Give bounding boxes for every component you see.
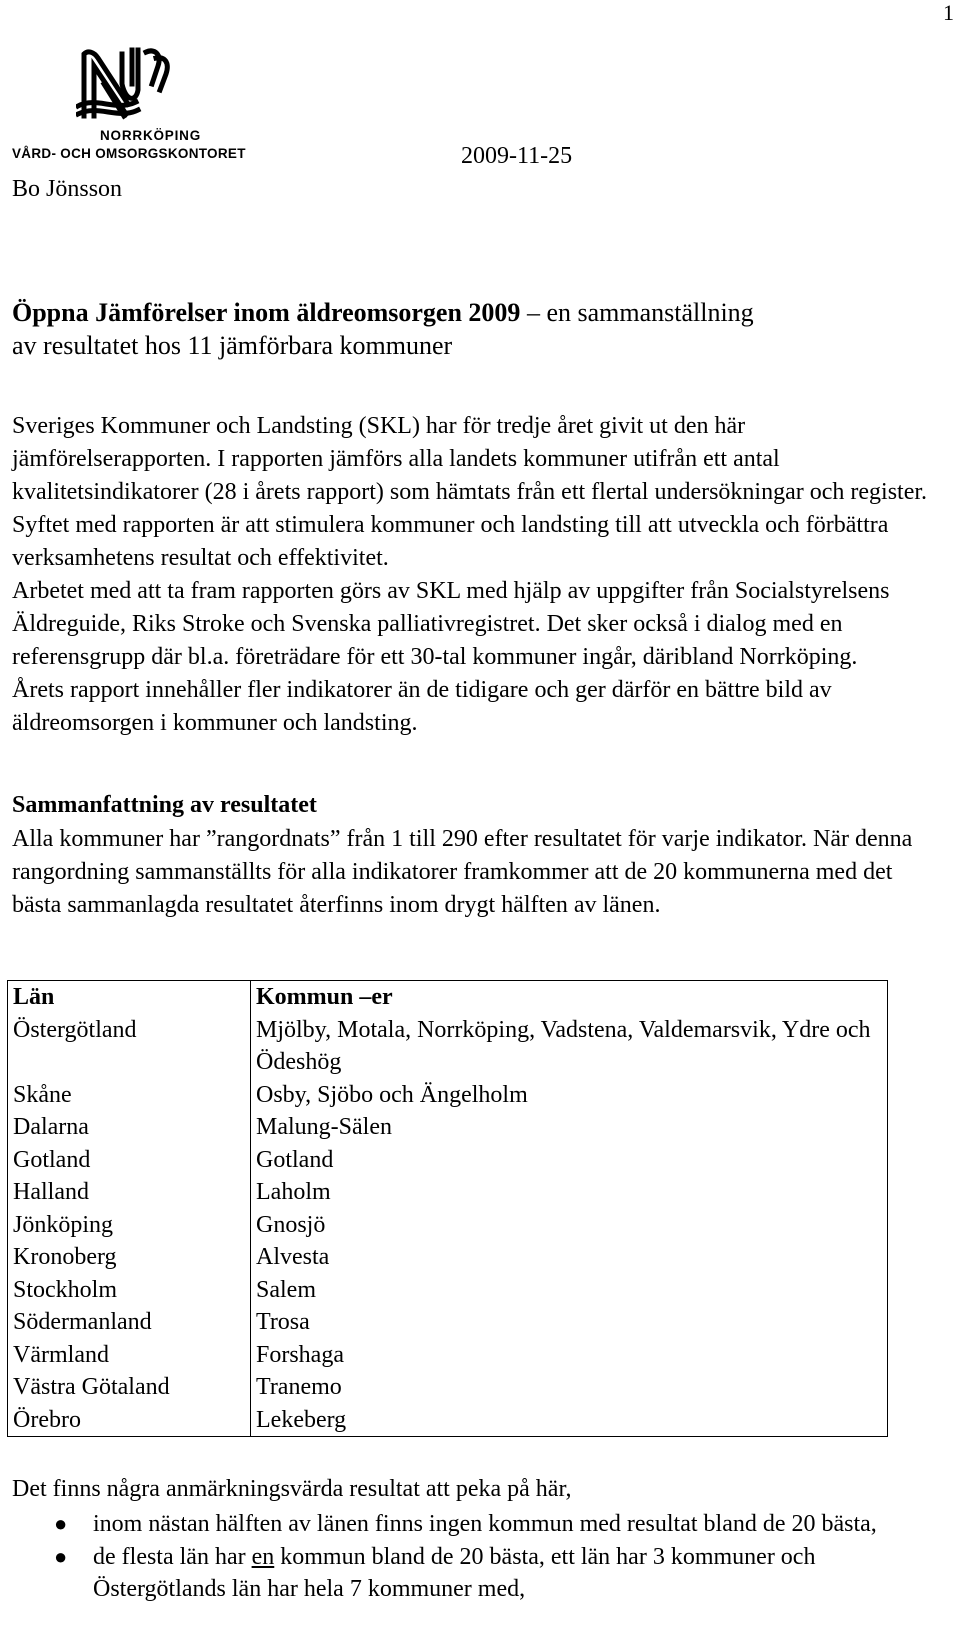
list-item — [0, 1541, 940, 1606]
document-title — [12, 296, 932, 362]
document-date: 2009-11-25 — [461, 143, 573, 169]
table-header-kommun: Kommun –er — [251, 981, 888, 1014]
table-cell-lan: Stockholm — [8, 1274, 251, 1307]
table-cell-lan: Västra Götaland — [8, 1371, 251, 1404]
title-bold-part: Öppna Jämförelser inom äldreomsorgen 2009 — [12, 298, 521, 327]
summary-paragraph: Alla kommuner har ”rangordnats” från 1 till 290 efter resultatet för varje indikator. När denna rangordning sammanställts för alla indikatorer framkommer att de 20 kommunerna med det bästa sammanlagda resultatet återfinns inom drygt hälften av länen. — [12, 826, 913, 918]
title-line2: av resultatet hos 11 jämförbara kommuner — [12, 331, 453, 360]
paragraph-2: Arbetet med att ta fram rapporten görs av SKL med hjälp av uppgifter från Socialstyrelsens Äldreguide, Riks Stroke och Svenska palliativregistret. Det sker också i dialog med en referensgrupp där bl.a. företrädare för ett 30-tal kommuner ingår, däribland Norrköping. — [12, 578, 890, 670]
table-cell-kommun: Osby, Sjöbo och Ängelholm — [251, 1079, 888, 1112]
table-cell-kommun: Alvesta — [251, 1241, 888, 1274]
table-cell-kommun: Laholm — [251, 1176, 888, 1209]
regions-table — [7, 980, 888, 1437]
norrkoping-n-emblem-icon — [76, 44, 186, 124]
table-row — [8, 1339, 888, 1372]
table-row — [8, 1306, 888, 1339]
table-cell-kommun: Malung-Sälen — [251, 1111, 888, 1144]
remarks-list — [0, 1508, 940, 1606]
table-row — [8, 1144, 888, 1177]
table-cell-lan: Skåne — [8, 1079, 251, 1112]
table-row — [8, 1241, 888, 1274]
document-author: Bo Jönsson — [12, 176, 123, 202]
intro-paragraph: Sveriges Kommuner och Landsting (SKL) har för tredje året givit ut den här jämförelserapporten. I rapporten jämförs alla landets kommuner utifrån ett antal kvalitetsindikatorer (28 i årets rapport) som hämtats från ett flertal undersökningar och register. Syftet med rapporten är att stimulera kommuner och landsting till att utveckla och förbättra verksamhetens resultat och effektivitet. — [12, 413, 928, 571]
table-cell-kommun: Forshaga — [251, 1339, 888, 1372]
intro-section — [12, 410, 942, 740]
bullet-icon: ● — [54, 1511, 68, 1536]
table-row — [8, 1014, 888, 1079]
list-item — [0, 1508, 940, 1541]
table-cell-lan: Jönköping — [8, 1209, 251, 1242]
table-row — [8, 1404, 888, 1437]
table-cell-lan: Östergötland — [8, 1014, 251, 1079]
table-cell-kommun: Salem — [251, 1274, 888, 1307]
remark-text-after: kommun bland de 20 bästa, ett län har 3 kommuner och Östergötlands län har hela 7 kommuner med, — [93, 1543, 816, 1602]
table-cell-kommun: Gotland — [251, 1144, 888, 1177]
remark-text-before: de flesta län har — [93, 1543, 252, 1570]
table-cell-kommun: Tranemo — [251, 1371, 888, 1404]
logo-department-name: VÅRD- OCH OMSORGSKONTORET — [12, 146, 246, 161]
table-header-lan: Län — [8, 981, 251, 1014]
table-cell-kommun: Trosa — [251, 1306, 888, 1339]
table-cell-lan: Örebro — [8, 1404, 251, 1437]
table-row — [8, 1079, 888, 1112]
table-header-row — [8, 981, 888, 1014]
bullet-icon: ● — [54, 1543, 68, 1569]
table-cell-lan: Halland — [8, 1176, 251, 1209]
table-cell-lan: Södermanland — [8, 1306, 251, 1339]
remarks-intro: Det finns några anmärkningsvärda resultat att peka på här, — [12, 1476, 572, 1502]
table-cell-kommun: Gnosjö — [251, 1209, 888, 1242]
table-row — [8, 1371, 888, 1404]
remark-text: inom nästan hälften av länen finns ingen kommun med resultat bland de 20 bästa, — [93, 1511, 877, 1537]
table-cell-lan: Dalarna — [8, 1111, 251, 1144]
table-cell-lan: Värmland — [8, 1339, 251, 1372]
page-number: 1 — [943, 0, 954, 25]
table-row — [8, 1209, 888, 1242]
table-cell-lan: Gotland — [8, 1144, 251, 1177]
table-cell-kommun: Mjölby, Motala, Norrköping, Vadstena, Valdemarsvik, Ydre och Ödeshög — [251, 1014, 888, 1079]
title-rest-line1: – en sammanställning — [520, 298, 754, 327]
table-row — [8, 1176, 888, 1209]
summary-heading: Sammanfattning av resultatet — [12, 792, 317, 818]
table-row — [8, 1274, 888, 1307]
paragraph-3: Årets rapport innehåller fler indikatorer än de tidigare och ger därför en bättre bild av äldreomsorgen i kommuner och landsting. — [12, 677, 832, 736]
logo-city-name: NORRKÖPING — [100, 128, 202, 143]
table-cell-kommun: Lekeberg — [251, 1404, 888, 1437]
remark-text-underlined: en — [251, 1543, 275, 1570]
table-cell-lan: Kronoberg — [8, 1241, 251, 1274]
table-row — [8, 1111, 888, 1144]
